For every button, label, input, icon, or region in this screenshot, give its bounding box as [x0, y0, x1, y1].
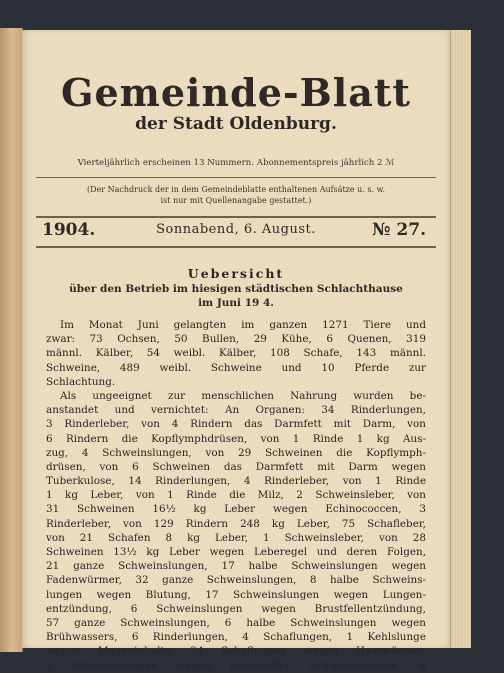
notice-line-1: (Der Nachdruck der in dem Gemeindeblatte enthaltenen Aufsätze u. s. w.	[86, 185, 386, 194]
article-line: Brühwassers, 6 Rinderlungen, 4 Schaflungen, 1 Kehlslunge	[46, 631, 426, 644]
book-binding	[0, 28, 23, 652]
article-line: zug, 4 Schweinslungen, von 29 Schweinen die Kopflymph-	[46, 446, 426, 459]
article-line: anstandet und vernichtet: An Organen: 34 Rinderlungen,	[46, 404, 426, 417]
article-line: Schweine, 489 weibl. Schweine und 10 Pferde zur	[46, 361, 426, 374]
divider-rule-double-bottom	[36, 246, 436, 248]
article-line: 21 ganze Schweinslungen, 17 halbe Schweinslungen wegen	[46, 560, 426, 573]
document-page	[22, 30, 450, 672]
issue-number: № 27.	[372, 220, 426, 240]
article-line: drüsen, von 6 Schweinen das Darmfett mit Darm wegen	[46, 460, 426, 473]
issue-year: 1904.	[42, 220, 96, 240]
masthead-subtitle: der Stadt Oldenburg.	[135, 114, 337, 134]
article-line: lungen wegen Blutung, 17 Schweinslungen wegen Lungen-	[46, 588, 426, 601]
article-line: Tuberkulose, 14 Rinderlungen, 4 Rinderleber, von 1 Rinde	[46, 475, 426, 488]
notice-line-2: ist nur mit Quellenangabe gestattet.)	[160, 196, 312, 205]
article-body	[46, 318, 426, 673]
divider-rule	[36, 177, 436, 178]
article-line: wegen Mageninhalts, 24 Schaflungen wegen Haarwürmer,	[46, 645, 426, 658]
article-line: 31 Schweinen 16½ kg Leber wegen Echinococcen, 3	[46, 503, 426, 516]
article-line: entzündung, 6 Schweinslungen wegen Brustfellentzündung,	[46, 602, 426, 615]
page-edges	[450, 30, 471, 648]
article-line: Schweinen 13½ kg Leber wegen Leberegel und deren Folgen,	[46, 546, 426, 558]
article-title: Uebersicht	[187, 266, 285, 281]
article-line: Im Monat Juni gelangten im ganzen 1271 Tiere und	[60, 319, 426, 331]
article-subtitle	[42, 282, 430, 310]
article-line: Schlachtung.	[46, 375, 116, 388]
article-line: 57 ganze Schweinslungen, 6 halbe Schweinslungen wegen	[46, 616, 426, 629]
article-line: von 21 Schafen 8 kg Leber, 1 Schweinsleber, von 28	[46, 531, 426, 544]
article-line: Rinderleber, von 129 Rindern 248 kg Leber, 75 Schafleber,	[46, 517, 426, 530]
article-line: Fadenwürmer, 32 ganze Schweinslungen, 8 halbe Schweins-	[46, 574, 426, 587]
article-line: männl. Kälber, 54 weibl. Kälber, 108 Schafe, 143 männl.	[46, 347, 426, 360]
article-line: 4 Schweinslungen wegen abgeheilter Schweineseuche, 6	[46, 659, 426, 672]
article-subtitle-line-2: im Juni 19 4.	[198, 297, 274, 309]
article-line: 6 Rindern die Kopflymphdrüsen, von 1 Rinde 1 kg Aus-	[46, 432, 426, 445]
article-line: Als ungeeignet zur menschlichen Nahrung wurden be-	[60, 389, 426, 402]
issue-info: Vierteljährlich erscheinen 13 Nummern. Abonnementspreis jährlich 2 ℳ	[77, 158, 395, 168]
article-line: 1 kg Leber, von 1 Rinde die Milz, 2 Schweinsleber, von	[46, 489, 426, 502]
divider-rule-double-top	[36, 216, 436, 218]
article-line: zwar: 73 Ochsen, 50 Bullen, 29 Kühe, 6 Quenen, 319	[46, 333, 426, 346]
masthead-title: Gemeinde-Blatt	[61, 70, 411, 115]
article-line: 3 Rinderleber, von 4 Rindern das Darmfett mit Darm, von	[46, 418, 426, 431]
dateline	[42, 220, 430, 244]
reprint-notice	[42, 184, 430, 206]
article-subtitle-line-1: über den Betrieb im hiesigen städtischen Schlachthause	[69, 283, 403, 295]
issue-date: Sonnabend, 6. August.	[156, 222, 316, 237]
